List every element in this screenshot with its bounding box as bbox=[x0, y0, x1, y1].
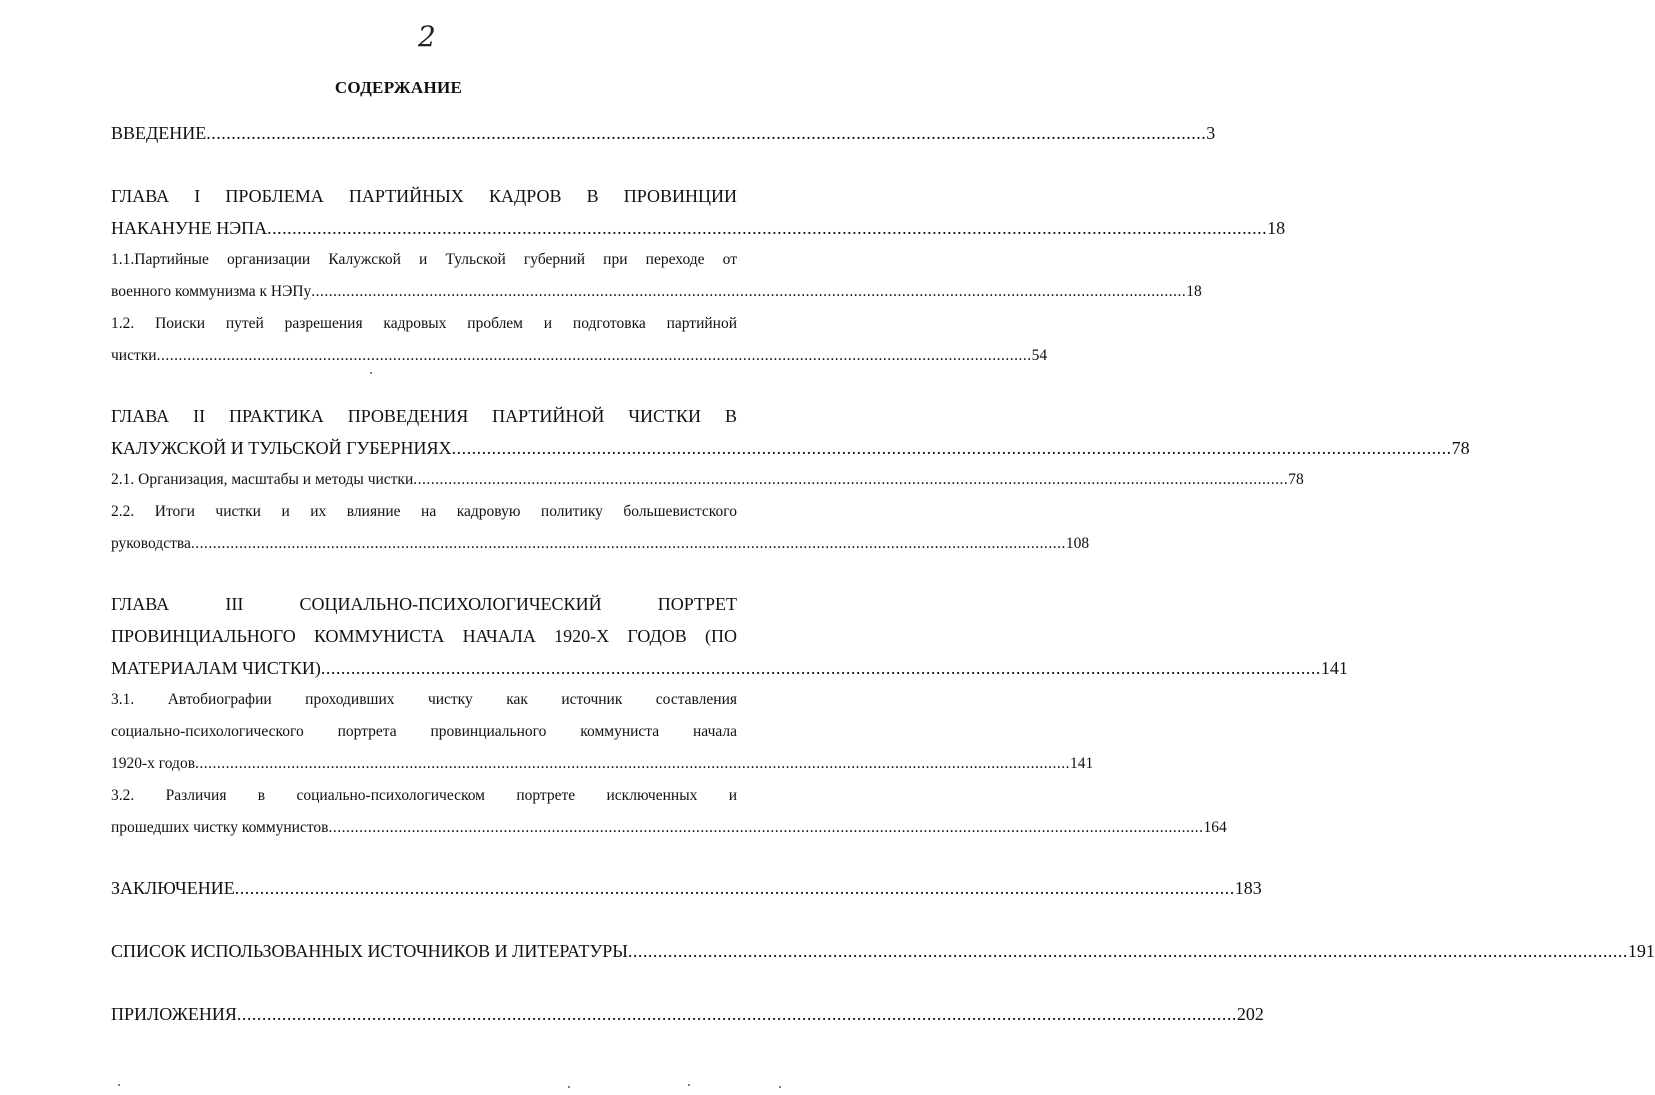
section-title-line: прошедших чистку коммунистов bbox=[111, 819, 329, 836]
section-title-line: 3.1. Автобиографии проходивших чистку как источник составления bbox=[111, 691, 737, 708]
toc-section-3-1-title-2[interactable] bbox=[111, 721, 737, 743]
leader-dots: ........................................................................................................................................................................................................ bbox=[156, 347, 1032, 364]
section-title-line: социально-психологического портрета провинциального коммуниста начала bbox=[111, 723, 737, 740]
leader-dots: ........................................................................................................................................................................................................ bbox=[190, 535, 1066, 552]
toc-page-number: 141 bbox=[1070, 755, 1094, 772]
toc-section-2-1[interactable] bbox=[111, 469, 1304, 491]
leader-dots: ........................................................................................................................................................................................................ bbox=[328, 819, 1204, 836]
toc-chapter-2[interactable] bbox=[111, 437, 1470, 459]
toc-section-3-1-title-1[interactable] bbox=[111, 689, 737, 711]
toc-page-number: 18 bbox=[1186, 283, 1202, 300]
toc-page-number: 78 bbox=[1288, 471, 1304, 488]
toc-page-number: 183 bbox=[1234, 878, 1262, 898]
scan-speck bbox=[370, 372, 372, 374]
section-title-line: 3.2. Различия в социально-психологическом портрете исключенных и bbox=[111, 787, 737, 804]
toc-page-number: 18 bbox=[1267, 218, 1286, 238]
chapter-title-line: ГЛАВА II ПРАКТИКА ПРОВЕДЕНИЯ ПАРТИЙНОЙ ЧИСТКИ В bbox=[111, 406, 737, 426]
leader-dots: ........................................................................................................................................................................................................ bbox=[206, 123, 1207, 143]
leader-dots: ........................................................................................................................................................................................................ bbox=[320, 658, 1321, 678]
toc-entry-sources[interactable] bbox=[111, 940, 1655, 962]
handwritten-page-number: 2 bbox=[418, 20, 436, 53]
leader-dots: ........................................................................................................................................................................................................ bbox=[236, 1004, 1237, 1024]
chapter-title-line: МАТЕРИАЛАМ ЧИСТКИ) bbox=[111, 658, 321, 678]
section-title-line: 2.1. Организация, масштабы и методы чистки bbox=[111, 471, 414, 488]
toc-entry-intro[interactable] bbox=[111, 122, 1216, 144]
section-title-line: 1920-х годов bbox=[111, 755, 196, 772]
toc-section-3-2-title[interactable] bbox=[111, 785, 737, 807]
toc-section-1-2[interactable] bbox=[111, 345, 1048, 367]
toc-page-number: 141 bbox=[1320, 658, 1348, 678]
toc-entry-conclusion[interactable] bbox=[111, 877, 1262, 899]
leader-dots: ........................................................................................................................................................................................................ bbox=[267, 218, 1268, 238]
toc-page-number: 164 bbox=[1203, 819, 1227, 836]
toc-entry-label: СПИСОК ИСПОЛЬЗОВАННЫХ ИСТОЧНИКОВ И ЛИТЕРАТУРЫ bbox=[111, 941, 628, 961]
toc-page-number: 78 bbox=[1451, 438, 1470, 458]
toc-section-1-1-title[interactable] bbox=[111, 249, 737, 271]
leader-dots: ........................................................................................................................................................................................................ bbox=[451, 438, 1452, 458]
section-title-line: военного коммунизма к НЭПу bbox=[111, 283, 312, 300]
chapter-title-line: ПРОВИНЦИАЛЬНОГО КОММУНИСТА НАЧАЛА 1920-Х ГОДОВ (ПО bbox=[111, 626, 737, 646]
section-title-line: 1.1.Партийные организации Калужской и Тульской губерний при переходе от bbox=[111, 251, 737, 268]
section-title-line: 1.2. Поиски путей разрешения кадровых проблем и подготовка партийной bbox=[111, 315, 737, 332]
toc-page-number: 54 bbox=[1031, 347, 1048, 364]
toc-section-3-2[interactable] bbox=[111, 817, 1227, 839]
toc-section-1-2-title[interactable] bbox=[111, 313, 737, 335]
toc-chapter-1[interactable] bbox=[111, 217, 1286, 239]
section-title-line: чистки bbox=[111, 347, 157, 364]
chapter-title-line: ГЛАВА III СОЦИАЛЬНО-ПСИХОЛОГИЧЕСКИЙ ПОРТРЕТ bbox=[111, 594, 737, 614]
toc-entry-label: ПРИЛОЖЕНИЯ bbox=[111, 1004, 237, 1024]
chapter-title-line: КАЛУЖСКОЙ И ТУЛЬСКОЙ ГУБЕРНИЯХ bbox=[111, 438, 452, 458]
toc-chapter-1-title[interactable] bbox=[111, 185, 737, 207]
scan-speck bbox=[688, 1084, 690, 1086]
toc-chapter-3-title-1[interactable] bbox=[111, 593, 737, 615]
toc-chapter-3-title-2[interactable] bbox=[111, 625, 737, 647]
leader-dots: ........................................................................................................................................................................................................ bbox=[234, 878, 1235, 898]
toc-entry-label: ВВЕДЕНИЕ bbox=[111, 123, 207, 143]
toc-chapter-2-title[interactable] bbox=[111, 405, 737, 427]
section-title-line: 2.2. Итоги чистки и их влияние на кадровую политику большевистского bbox=[111, 503, 737, 520]
toc-page-number: 191 bbox=[1627, 941, 1655, 961]
toc-entry-appendix[interactable] bbox=[111, 1003, 1264, 1025]
toc-entry-label: ЗАКЛЮЧЕНИЕ bbox=[111, 878, 235, 898]
chapter-title-line: ГЛАВА I ПРОБЛЕМА ПАРТИЙНЫХ КАДРОВ В ПРОВИНЦИИ bbox=[111, 186, 737, 206]
leader-dots: ........................................................................................................................................................................................................ bbox=[311, 283, 1187, 300]
section-title-line: руководства bbox=[111, 535, 191, 552]
toc-page-number: 202 bbox=[1236, 1004, 1264, 1024]
leader-dots: ........................................................................................................................................................................................................ bbox=[627, 941, 1628, 961]
leader-dots: ........................................................................................................................................................................................................ bbox=[413, 471, 1289, 488]
toc-section-1-1[interactable] bbox=[111, 281, 1202, 303]
scan-speck bbox=[118, 1084, 120, 1086]
leader-dots: ........................................................................................................................................................................................................ bbox=[195, 755, 1071, 772]
chapter-title-line: НАКАНУНЕ НЭПА bbox=[111, 218, 268, 238]
scan-speck bbox=[568, 1086, 570, 1088]
toc-page-number: 108 bbox=[1065, 535, 1090, 552]
toc-page-number: 3 bbox=[1206, 123, 1216, 143]
scan-speck bbox=[779, 1086, 781, 1088]
toc-section-2-2-title[interactable] bbox=[111, 501, 737, 523]
toc-section-3-1[interactable] bbox=[111, 753, 1094, 775]
toc-chapter-3[interactable] bbox=[111, 657, 1348, 679]
page-title: СОДЕРЖАНИЕ bbox=[334, 78, 463, 97]
toc-section-2-2[interactable] bbox=[111, 533, 1090, 555]
